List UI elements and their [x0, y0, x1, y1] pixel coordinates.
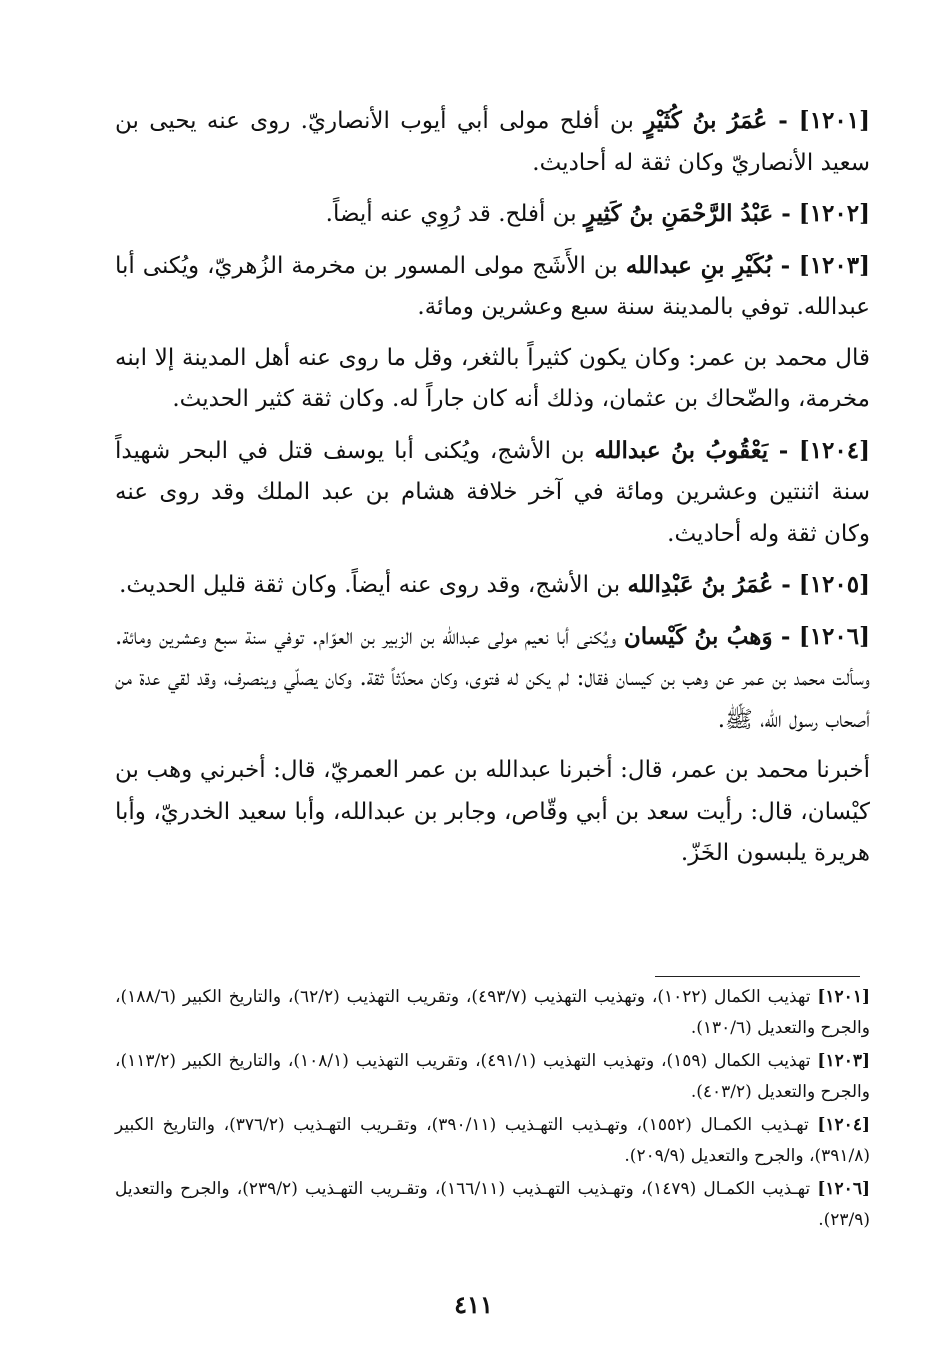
- footnote-number: [١٢٠٣]: [817, 1051, 871, 1071]
- entry-number: [١٢٠٤]: [798, 436, 871, 464]
- entry-number: [١٢٠٣]: [798, 251, 870, 279]
- footnote-text: تهـذيب الكمـال (١٥٥٢)، وتهـذيب التهـذيب (٣٩٠/١١)، وتقـريب التهـذيب (٣٧٦/٢)، والتاريخ الكبير (٣٩١/٨)، والجرح والتعديل (٢٠٩/٩).: [115, 1115, 870, 1166]
- entry-text: بن الأشج، وقد روى عنه أيضاً. وكان ثقة قليل الحديث.: [119, 572, 628, 598]
- entry-number: [١٢٠٢]: [798, 200, 870, 227]
- entry-text: بن أفلح. قد رُوِي عنه أيضاً.: [325, 201, 584, 227]
- footnote-1201: [115, 982, 870, 1044]
- footnote-number: [١٢٠٤]: [817, 1115, 870, 1135]
- narration-paragraph: [115, 338, 870, 421]
- paragraph-text: قال محمد بن عمر: وكان يكون كثيراً بالثغر، وقل ما روى عنه أهل المدينة إلا ابنه مخرمة، والضّحاك بن عثمان، وذلك أنه كان جاراً له. وكان ثقة كثير الحديث.: [115, 344, 870, 412]
- entry-name: عُمَرُ بنُ كُثَيْرٍ: [644, 107, 768, 134]
- entry-1205: [١٢٠٥] - عُمَرُ بنُ عَبْدِالله بن الأشج، وقد روى عنه أيضاً. وكان ثقة قليل الحديث.: [119, 571, 870, 598]
- entry-text: بن الأشج، ويُكنى أبا يوسف قتل في البحر شهيداً سنة اثنتين وعشرين ومائة في آخر خلافة هشام بن عبد الملك وقد روى عنه وكان ثقة وله أحاديث.: [115, 437, 870, 547]
- entry-text: بن الأَشَج مولى المسور بن مخرمة الزُهريّ، ويُكنى أبا عبدالله. توفي بالمدينة سنة سبع وعشرين ومائة.: [115, 252, 870, 320]
- entry-name: عَبْدُ الرَّحْمَنِ بنُ كَثِيرٍ: [583, 200, 774, 227]
- entry-name: بُكَيْرِ بنِ عبدالله: [625, 251, 772, 279]
- entry-1202: [١٢٠٢] - عَبْدُ الرَّحْمَنِ بنُ كَثِيرٍ بن أفلح. قد رُوِي عنه أيضاً.: [325, 200, 870, 227]
- entry-text: بن أفلح مولى أبي أيوب الأنصاريّ. روى عنه يحيى بن سعيد الأنصاريّ وكان ثقة له أحاديث.: [115, 108, 870, 176]
- entry-1206: [١٢٠٦] - وَهبُ بنُ كَيْسان ويُكنى أبا نعيم مولى عبدالله بن الزبير بن العوّام. توفي سنة سبع وعشرين ومائة. وسألت محمد بن عمر عن وهب بن كيسان فقال: لم يكن له فتوى، وكان محدّثاً ثقة. وكان يصلّي وينصرف، وقد لقي عدة من أصحاب رسول الله، ﷺ.: [115, 622, 871, 733]
- footnote-number: [١٢٠١]: [817, 987, 870, 1007]
- footnote-number: [١٢٠٦]: [817, 1179, 870, 1199]
- entry-name: وَهبُ بنُ كَيْسان: [623, 622, 773, 650]
- entry-text: ويُكنى أبا نعيم مولى عبدالله بن الزبير بن العوّام. توفي سنة سبع وعشرين ومائة. وسألت محمد بن عمر عن وهب بن كيسان فقال: لم يكن له فتوى، وكان محدّثاً ثقة. وكان يصلّي وينصرف، وقد لقي عدة من أصحاب رسول الله، ﷺ.: [115, 623, 870, 733]
- entry-number: [١٢٠٦]: [798, 622, 871, 650]
- page-number: ٤١١: [454, 1290, 493, 1319]
- main-text: [115, 100, 870, 884]
- paragraph-text: أخبرنا محمد بن عمر، قال: أخبرنا عبدالله بن عمر العمريّ، قال: أخبرني وهب بن كيْسان، قال: رأيت سعد بن أبي وقّاص، وجابر بن عبدالله، وأبا سعيد الخدريّ، وأبا هريرة يلبسون الخَزّ.: [115, 757, 871, 866]
- entry-1204: [١٢٠٤] - يَعْقُوبُ بنُ عبدالله بن الأشج، ويُكنى أبا يوسف قتل في البحر شهيداً سنة اثنتين وعشرين ومائة في آخر خلافة هشام بن عبد الملك وقد روى عنه وكان ثقة وله أحاديث.: [115, 436, 871, 547]
- entry-1201: [١٢٠١] - عُمَرُ بنُ كُثَيْرٍ بن أفلح مولى أبي أيوب الأنصاريّ. روى عنه يحيى بن سعيد الأنصاريّ وكان ثقة له أحاديث.: [115, 107, 870, 176]
- footnote-1204: [115, 1110, 870, 1172]
- footnote-text: تهذيب الكمال (١٥٩)، وتهذيب التهذيب (٤٩١/١)، وتقريب التهذيب (١٠٨/١)، والتاريخ الكبير (١١٣/٢)، والجرح والتعديل (٤٠٣/٢).: [115, 1051, 870, 1102]
- entry-number: [١٢٠٥]: [798, 571, 870, 598]
- footnote-text: تهذيب الكمال (١٠٢٢)، وتهذيب التهذيب (٤٩٣/٧)، وتقريب التهذيب (٦٢/٢)، والتاريخ الكبير (١٨٨/٦)، والجرح والتعديل (١٣٠/٦).: [115, 987, 870, 1038]
- footnotes: [115, 982, 870, 1238]
- footnote-divider: [655, 976, 860, 977]
- footnote-1203: [115, 1046, 870, 1108]
- entry-number: [١٢٠١]: [798, 107, 870, 134]
- entry-1203: [١٢٠٣] - بُكَيْرِ بنِ عبدالله بن الأَشَج مولى المسور بن مخرمة الزُهريّ، ويُكنى أبا عبدالله. توفي بالمدينة سنة سبع وعشرين ومائة.: [115, 251, 870, 320]
- entry-name: عُمَرُ بنُ عَبْدِالله: [627, 571, 774, 598]
- narration-paragraph: [115, 750, 870, 875]
- footnote-text: تهـذيب الكمـال (١٤٧٩)، وتهـذيب التهـذيب (١٦٦/١١)، وتقـريب التهـذيب (٢٣٩/٢)، والجرح والتعديل (٢٣/٩).: [115, 1179, 870, 1230]
- entry-name: يَعْقُوبُ بنُ عبدالله: [594, 436, 769, 464]
- footnote-1206: [115, 1174, 870, 1236]
